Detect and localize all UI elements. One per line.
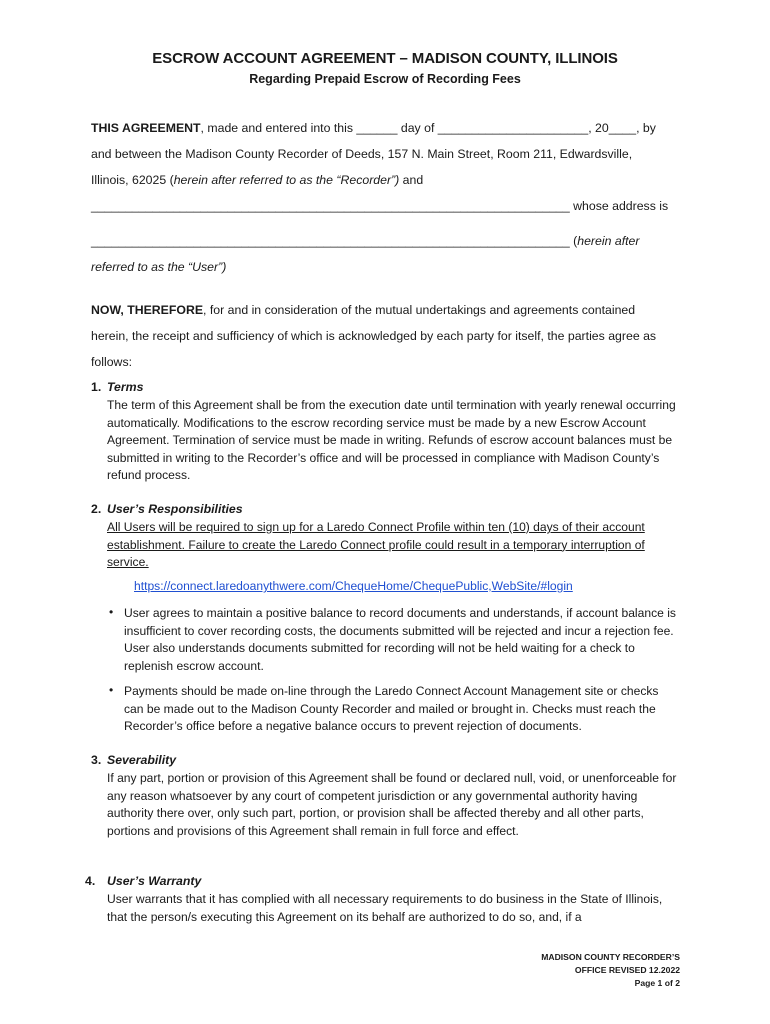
laredo-connect-link[interactable]: https://connect.laredoanythwere.com/ChequeHome/ChequePublic,WebSite/#login <box>134 579 573 593</box>
now-therefore-lead: NOW, THEREFORE <box>91 303 204 317</box>
section-2-number: 2. <box>91 502 102 516</box>
section-1-body: The term of this Agreement shall be from the execution date until termination with yearly renewal occurring automatically. Modifications to the escrow recording service must be made by a new Escrow Account Agreement. Termination of service must be made in writing. Refunds of escrow account balances must be submitted in writing to the Recorder’s office and will be processed in compliance with Madison County’s refund process. <box>107 398 676 483</box>
intro-line-3-text: Illinois, 62025 ( <box>91 173 174 187</box>
document-title: ESCROW ACCOUNT AGREEMENT – MADISON COUNTY, ILLINOIS <box>152 50 618 67</box>
section-3-number: 3. <box>91 753 102 767</box>
intro-line-3-end: and <box>399 173 424 187</box>
section-1-number: 1. <box>91 380 102 394</box>
section-1-heading: Terms <box>107 380 144 394</box>
document-subtitle: Regarding Prepaid Escrow of Recording Fees <box>249 72 521 86</box>
now-therefore-line-2: herein, the receipt and sufficiency of which is acknowledged by each party for itself, the parties agree as <box>91 329 657 343</box>
footer-revised: OFFICE REVISED 12.2022 <box>574 965 680 975</box>
intro-line-5 <box>91 234 639 248</box>
bullet-item-payments: Payments should be made on-line through the Laredo Connect Account Management site or checks can be made out to the Madison County Recorder and mailed or brought in. Checks must reach the Recorder’s office before a negative balance occurs to prevent rejection of documents. <box>124 684 659 734</box>
bullet-item-balance: User agrees to maintain a positive balance to record documents and understands, if account balance is insufficient to cover recording costs, the documents submitted will be rejected and incur a rejection fee. User also understands documents submitted for recording will not be held waiting for a check to replenish escrow account. <box>124 606 676 673</box>
intro-line-3 <box>91 173 423 187</box>
section-2-body: All Users will be required to sign up for a Laredo Connect Profile within ten (10) days of their account establishment. Failure to create the Laredo Connect profile could result in a temporary interruption of service. <box>107 520 645 570</box>
footer-page-number: Page 1 of 2 <box>634 978 680 988</box>
bullet-icon: • <box>109 605 114 619</box>
section-3-body: If any part, portion or provision of this Agreement shall be found or declared null, void, or unenforceable for any reason whatsoever by any court of competent jurisdiction or any governmental authority having authority there over, only such part, portion, or provision shall be affected thereby and all other parts, portions and provisions of this Agreement shall remain in full force and effect. <box>107 771 677 838</box>
intro-line-4: ______________________________________________________________________ whose address is <box>91 199 669 213</box>
intro-lead: THIS AGREEMENT <box>91 121 201 135</box>
bullet-icon: • <box>109 683 114 697</box>
intro-line-1 <box>91 121 656 135</box>
footer-office: MADISON COUNTY RECORDER’S <box>541 952 680 962</box>
now-therefore-line-3: follows: <box>91 355 133 369</box>
section-2-heading: User’s Responsibilities <box>107 502 243 516</box>
now-therefore-line-1 <box>91 303 635 317</box>
section-3-heading: Severability <box>107 753 177 767</box>
intro-line-1-text: , made and entered into this ______ day of ______________________, 20____, by <box>200 121 656 135</box>
intro-line-3-italic: herein after referred to as the “Recorder”) <box>173 173 400 187</box>
section-4-heading: User’s Warranty <box>107 874 202 888</box>
intro-line-5-text: ______________________________________________________________________ ( <box>91 234 578 248</box>
section-4-body: User warrants that it has complied with all necessary requirements to do business in the State of Illinois, that the person/s executing this Agreement on its behalf are authorized to do so, and, if a <box>107 892 663 924</box>
intro-line-5-italic: herein after <box>577 234 640 248</box>
now-therefore-line-1-text: , for and in consideration of the mutual undertakings and agreements contained <box>203 303 636 317</box>
section-4-number: 4. <box>85 874 96 888</box>
intro-line-2: and between the Madison County Recorder of Deeds, 157 N. Main Street, Room 211, Edwardsville, <box>91 147 633 161</box>
intro-line-6: referred to as the “User”) <box>91 260 227 274</box>
